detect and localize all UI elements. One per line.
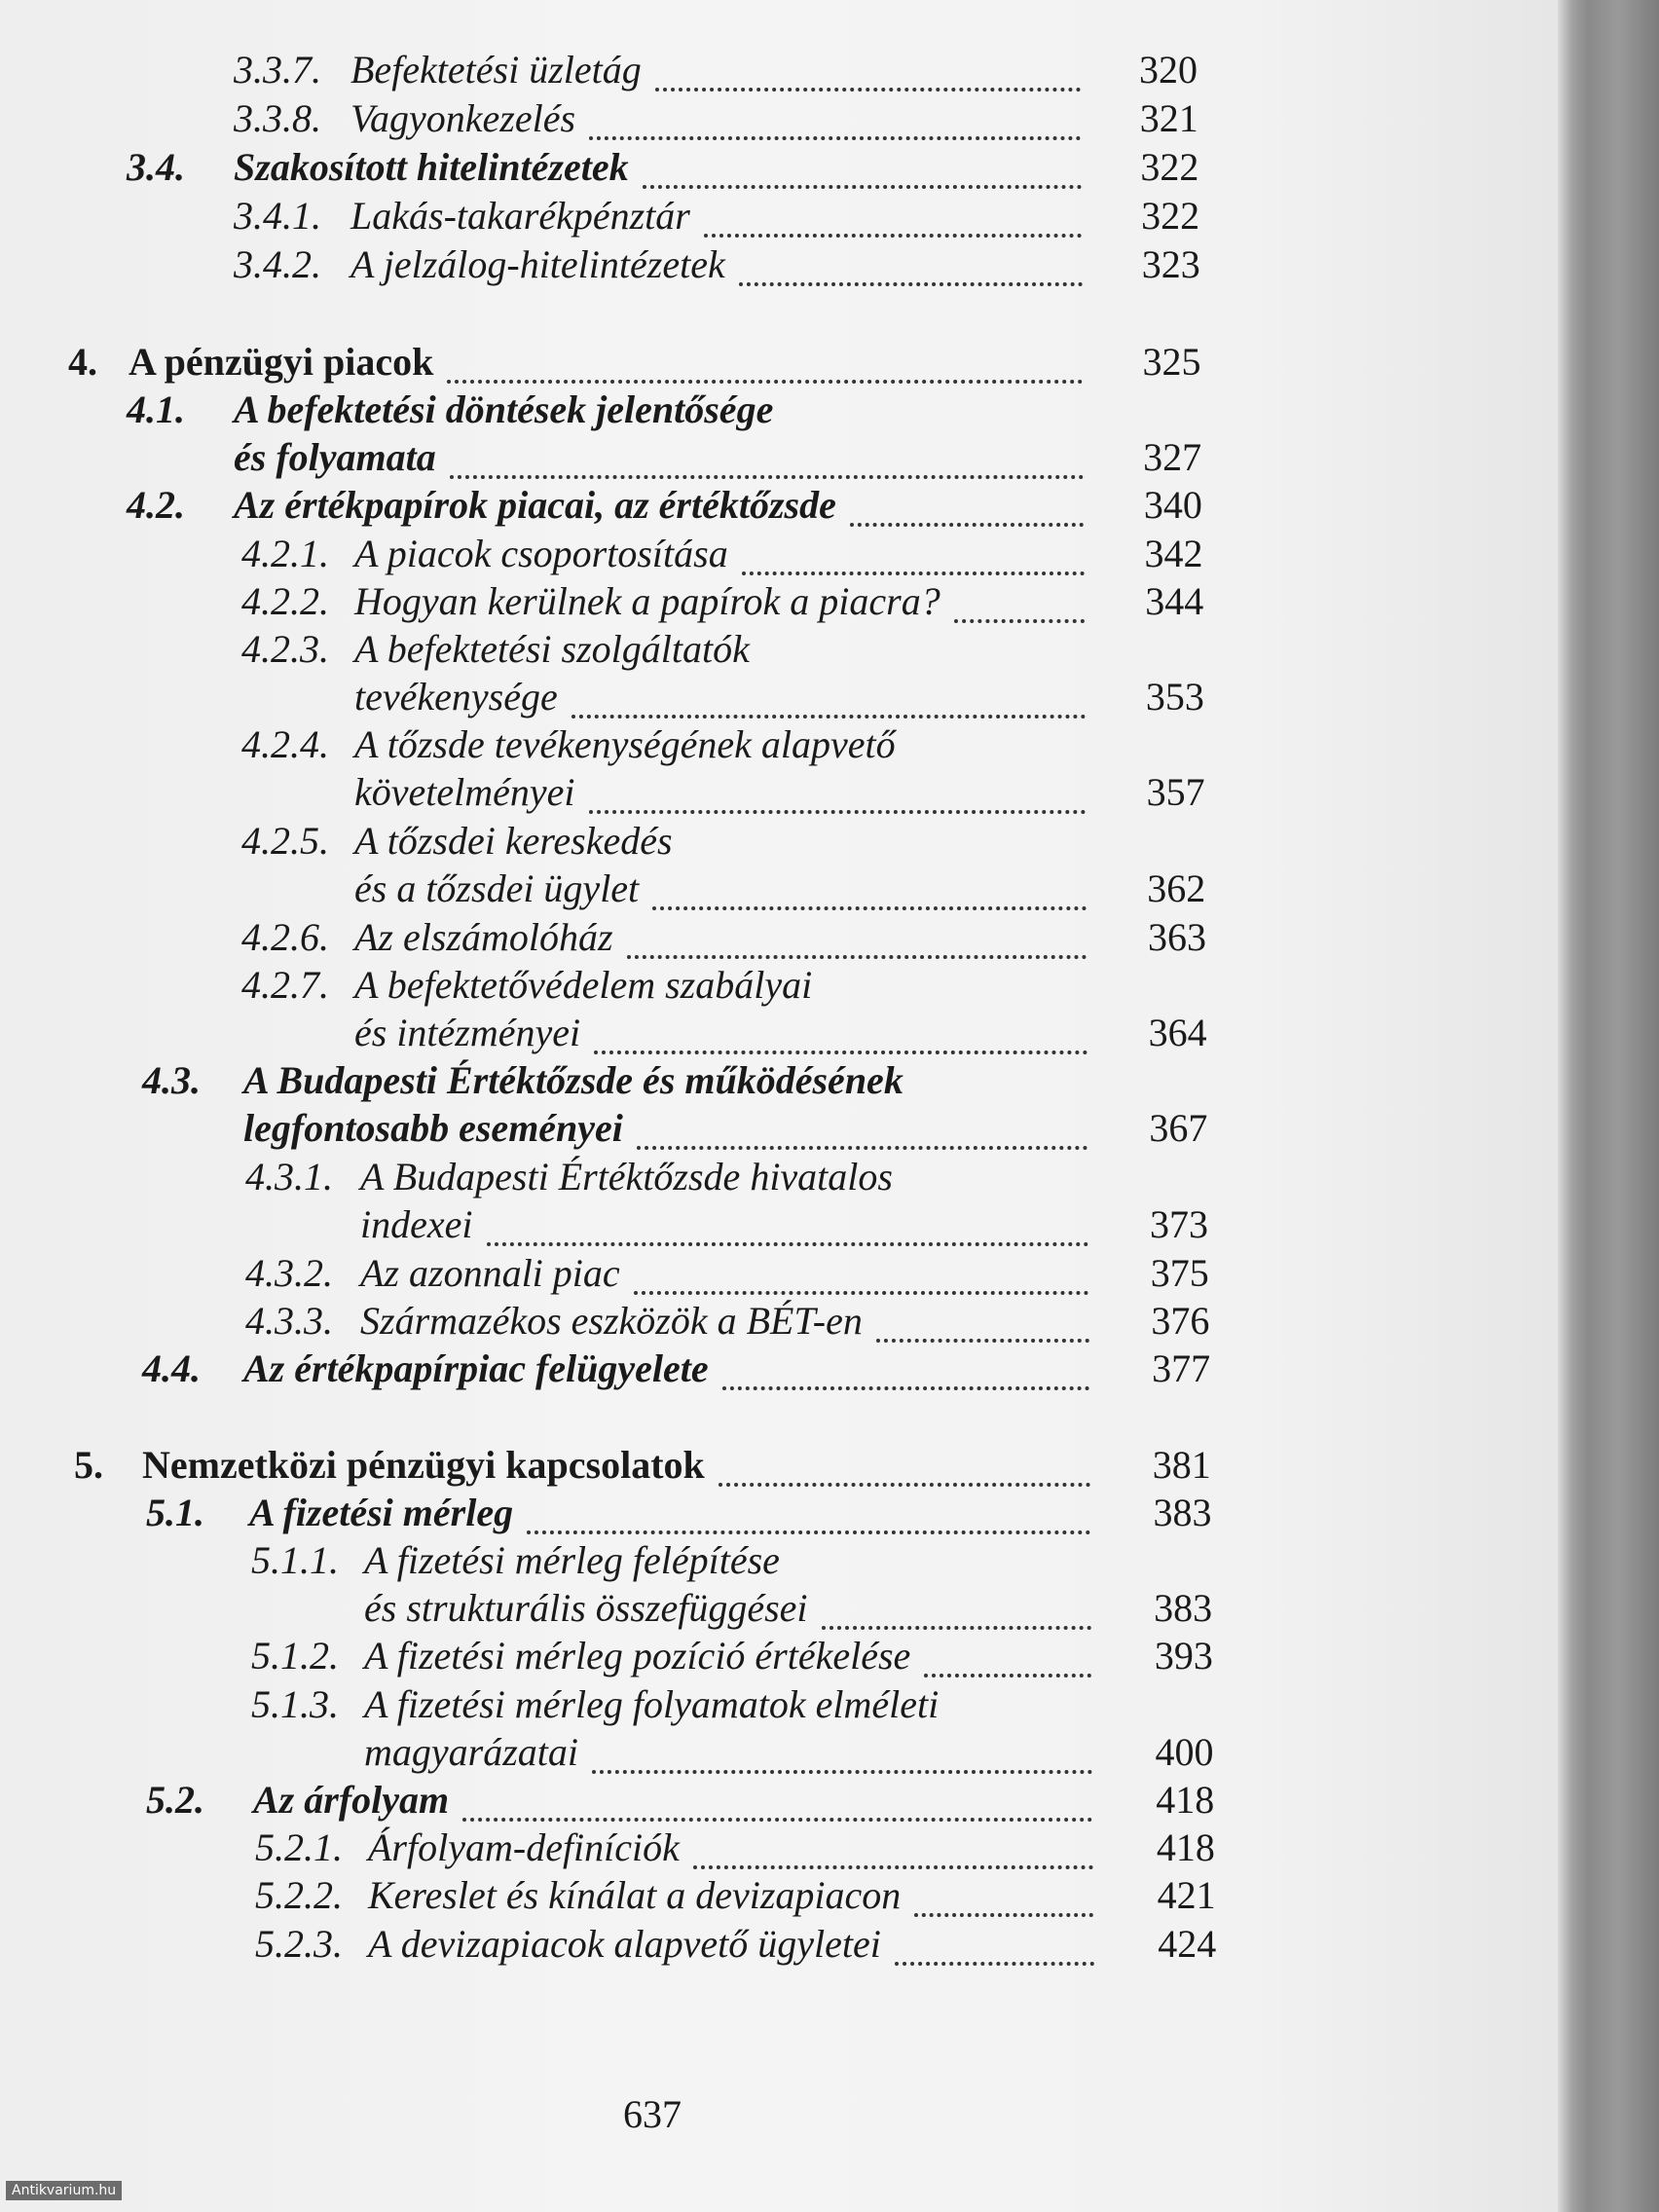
toc-entry-number: 4.2.4. xyxy=(241,722,329,766)
toc-entry-title: Az értékpapírpiac felügyelete xyxy=(243,1346,709,1390)
toc-entry-title: A devizapiacok alapvető ügyletei xyxy=(368,1922,881,1966)
toc-entry-page: 344 xyxy=(1145,579,1204,623)
toc-entry-title: A befektetési szolgáltatók xyxy=(354,627,750,671)
toc-leader-dots xyxy=(742,568,1085,575)
watermark-logo: Antikvarium.hu xyxy=(6,2181,122,2200)
toc-entry-number: 4.3.2. xyxy=(245,1251,333,1295)
toc-entry-page: 320 xyxy=(1139,48,1198,92)
toc-entry-title: A fizetési mérleg folyamatok elméleti xyxy=(364,1682,940,1726)
toc-entry-page: 357 xyxy=(1146,770,1205,814)
toc-entry-title: Származékos eszközök a BÉT-en xyxy=(360,1299,863,1343)
toc-entry-number: 4.2.6. xyxy=(241,915,329,959)
toc-entry-title-continued: követelményei xyxy=(354,770,575,814)
toc-leader-dots xyxy=(719,1479,1090,1487)
toc-entry-page: 327 xyxy=(1143,435,1202,479)
toc-entry-number: 3.4.2. xyxy=(234,242,321,286)
toc-entry-title: Az árfolyam xyxy=(253,1778,450,1822)
toc-entry-page: 418 xyxy=(1156,1778,1215,1822)
toc-leader-dots xyxy=(739,278,1083,286)
toc-entry-title: A fizetési mérleg pozíció értékelése xyxy=(364,1634,911,1677)
toc-leader-dots xyxy=(592,1766,1092,1774)
toc-entry-title: A befektetővédelem szabályai xyxy=(354,963,813,1007)
toc-leader-dots xyxy=(627,951,1088,959)
toc-entry-title: A Budapesti Értéktőzsde hivatalos xyxy=(360,1155,893,1198)
toc-entry-number: 5.1.2. xyxy=(251,1634,339,1677)
toc-leader-dots xyxy=(924,1670,1091,1677)
toc-entry-title: Szakosított hitelintézetek xyxy=(234,145,629,189)
toc-entry-number: 4. xyxy=(68,340,97,384)
toc-entry-title: A fizetési mérleg xyxy=(249,1491,514,1534)
toc-entry-title: Kereslet és kínálat a devizapiacon xyxy=(368,1873,902,1917)
toc-leader-dots xyxy=(704,230,1083,238)
toc-entry-number: 4.2.7. xyxy=(241,963,329,1007)
toc-entry-page: 322 xyxy=(1140,145,1199,189)
toc-leader-dots xyxy=(637,1142,1088,1150)
toc-entry-number: 4.2.3. xyxy=(241,627,329,671)
toc-leader-dots xyxy=(589,132,1081,140)
toc-entry-page: 340 xyxy=(1143,483,1202,527)
toc-entry-title: Az elszámolóház xyxy=(354,915,613,959)
toc-entry-number: 5.2.3. xyxy=(255,1922,343,1966)
toc-leader-dots xyxy=(462,1814,1092,1822)
toc-entry-number: 3.3.8. xyxy=(234,96,321,140)
toc-entry-number: 3.4. xyxy=(127,145,185,189)
toc-entry-number: 5.1.3. xyxy=(251,1682,339,1726)
toc-entry-number: 4.2.1. xyxy=(241,532,329,575)
toc-entry-title: Befektetési üzletág xyxy=(350,48,642,92)
toc-entry-number: 4.2.5. xyxy=(241,819,329,863)
toc-entry-title: Az azonnali piac xyxy=(360,1251,620,1295)
toc-entry-page: 342 xyxy=(1144,532,1203,575)
toc-entry-title: Az értékpapírok piacai, az értéktőzsde xyxy=(234,483,836,527)
toc-leader-dots xyxy=(655,84,1081,92)
toc-entry-title: A fizetési mérleg felépítése xyxy=(364,1538,780,1582)
toc-entry-title: Nemzetközi pénzügyi kapcsolatok xyxy=(142,1443,705,1487)
toc-entry-title-continued: és a tőzsdei ügylet xyxy=(354,866,640,910)
toc-entry-number: 4.2. xyxy=(127,483,185,527)
toc-entry-page: 424 xyxy=(1158,1922,1217,1966)
toc-entry-title-continued: indexei xyxy=(360,1202,473,1246)
toc-leader-dots xyxy=(693,1862,1093,1869)
toc-entry-page: 321 xyxy=(1139,96,1198,140)
toc-entry-title: A tőzsde tevékenységének alapvető xyxy=(354,722,896,766)
toc-entry-page: 381 xyxy=(1152,1443,1211,1487)
toc-entry-number: 5.1. xyxy=(146,1491,204,1534)
toc-leader-dots xyxy=(954,615,1086,623)
toc-entry-title-continued: és strukturális összefüggései xyxy=(364,1586,808,1630)
toc-entry-title-continued: és intézményei xyxy=(354,1011,581,1054)
toc-entry-title: A jelzálog-hitelintézetek xyxy=(350,242,725,286)
toc-entry-title: A tőzsdei kereskedés xyxy=(354,819,673,863)
toc-entry-page: 376 xyxy=(1151,1299,1210,1343)
toc-entry-title: A pénzügyi piacok xyxy=(129,340,434,384)
toc-entry-number: 4.3.1. xyxy=(245,1155,333,1198)
toc-entry-page: 375 xyxy=(1150,1251,1209,1295)
toc-leader-dots xyxy=(571,711,1086,719)
toc-entry-page: 362 xyxy=(1147,866,1206,910)
toc-entry-title-continued: és folyamata xyxy=(234,435,436,479)
toc-entry-page: 364 xyxy=(1148,1011,1207,1054)
toc-leader-dots xyxy=(634,1287,1089,1295)
toc-leader-dots xyxy=(527,1527,1090,1534)
toc-entry-number: 4.2.2. xyxy=(241,579,329,623)
toc-leader-dots xyxy=(895,1958,1094,1966)
toc-leader-dots xyxy=(594,1047,1088,1054)
toc-leader-dots xyxy=(822,1622,1091,1630)
toc-leader-dots xyxy=(487,1238,1088,1246)
page-number: 637 xyxy=(623,2092,682,2136)
toc-leader-dots xyxy=(914,1909,1093,1917)
toc-entry-title: A befektetési döntések jelentősége xyxy=(234,387,774,431)
toc-leader-dots xyxy=(850,519,1085,527)
toc-entry-page: 325 xyxy=(1142,340,1201,384)
toc-entry-title-continued: tevékenysége xyxy=(354,675,558,719)
toc-entry-title: Vagyonkezelés xyxy=(350,96,576,140)
toc-entry-page: 373 xyxy=(1150,1202,1209,1246)
toc-entry-page: 353 xyxy=(1145,675,1204,719)
toc-entry-title: Lakás-takarékpénztár xyxy=(350,194,690,238)
toc-entry-number: 4.4. xyxy=(142,1346,201,1390)
toc-entry-number: 4.3. xyxy=(142,1058,201,1102)
toc-entry-number: 4.3.3. xyxy=(245,1299,333,1343)
toc-entry-page: 363 xyxy=(1147,915,1206,959)
toc-entry-title: Árfolyam-definíciók xyxy=(368,1825,680,1869)
toc-leader-dots xyxy=(722,1382,1090,1390)
toc-entry-number: 5.2. xyxy=(146,1778,204,1822)
toc-entry-number: 5.1.1. xyxy=(251,1538,339,1582)
toc-entry-title-continued: legfontosabb eseményei xyxy=(243,1106,623,1150)
toc-entry-page: 393 xyxy=(1154,1634,1213,1677)
toc-leader-dots xyxy=(447,376,1083,384)
toc-entry-title: Hogyan kerülnek a papírok a piacra? xyxy=(354,579,940,623)
toc-leader-dots xyxy=(589,806,1087,814)
toc-entry-page: 323 xyxy=(1141,242,1200,286)
toc-entry-page: 383 xyxy=(1154,1586,1213,1630)
page-stack-edge xyxy=(1558,0,1659,2212)
toc-entry-page: 383 xyxy=(1153,1491,1212,1534)
toc-entry-number: 5. xyxy=(74,1443,103,1487)
toc-entry-page: 418 xyxy=(1156,1825,1215,1869)
toc-entry-page: 421 xyxy=(1157,1873,1216,1917)
toc-entry-title: A piacok csoportosítása xyxy=(354,532,728,575)
toc-entry-page: 322 xyxy=(1141,194,1200,238)
toc-leader-dots xyxy=(643,181,1082,189)
toc-entry-number: 5.2.2. xyxy=(255,1873,343,1917)
toc-entry-number: 3.3.7. xyxy=(234,48,321,92)
toc-entry-page: 377 xyxy=(1152,1346,1211,1390)
toc-entry-number: 4.1. xyxy=(127,387,185,431)
toc-entry-number: 3.4.1. xyxy=(234,194,321,238)
toc-leader-dots xyxy=(450,471,1084,479)
toc-leader-dots xyxy=(876,1335,1089,1343)
toc-leader-dots xyxy=(652,903,1087,910)
toc-entry-page: 400 xyxy=(1155,1730,1214,1774)
toc-entry-page: 367 xyxy=(1149,1106,1208,1150)
toc-entry-title-continued: magyarázatai xyxy=(364,1730,578,1774)
toc-entry-number: 5.2.1. xyxy=(255,1825,343,1869)
toc-entry-title: A Budapesti Értéktőzsde és működésének xyxy=(243,1058,903,1102)
